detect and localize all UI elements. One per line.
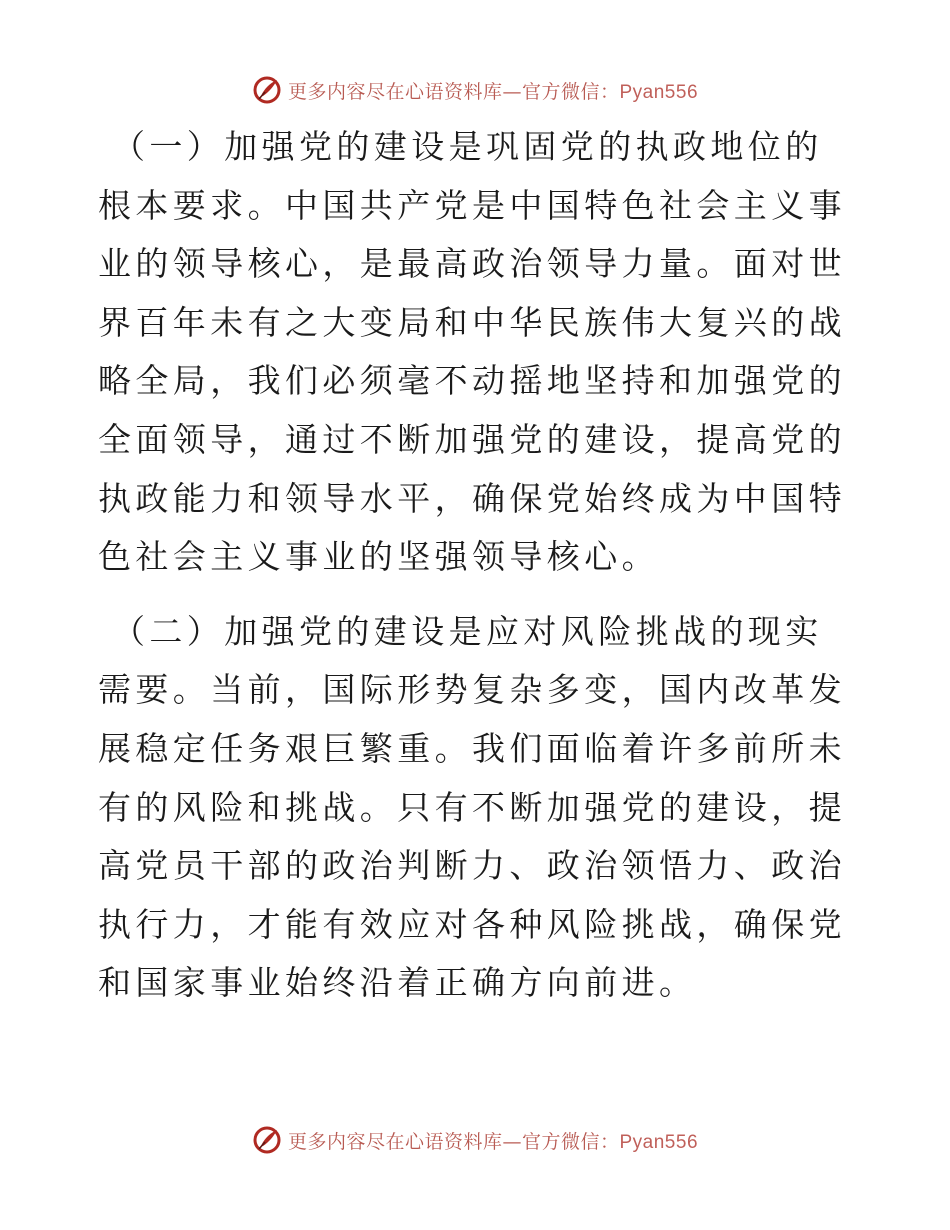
feather-pen-logo-icon <box>252 1125 282 1155</box>
header-wechat-label: 官方微信： <box>521 80 620 103</box>
footer-wechat-label: 官方微信： <box>521 1130 620 1153</box>
header-wechat-id: Pyan556 <box>619 81 699 103</box>
footer-wechat-id: Pyan556 <box>619 1131 699 1153</box>
feather-pen-logo-icon <box>252 75 282 105</box>
header-separator: — <box>502 80 522 103</box>
header-promo <box>288 77 698 104</box>
document-body <box>98 118 858 1013</box>
footer-banner <box>0 1120 950 1160</box>
header-banner <box>0 70 950 110</box>
footer-promo-text: 更多内容尽在心语资料库 <box>287 1130 503 1153</box>
footer-promo <box>288 1127 698 1154</box>
footer-separator: — <box>502 1130 522 1153</box>
paragraph-1: （一）加强党的建设是巩固党的执政地位的根本要求。中国共产党是中国特色社会主义事业的领导核心，是最高政治领导力量。面对世界百年未有之大变局和中华民族伟大复兴的战略全局，我们必须毫不动摇地坚持和加强党的全面领导，通过不断加强党的建设，提高党的执政能力和领导水平，确保党始终成为中国特色社会主义事业的坚强领导核心。 <box>98 127 846 577</box>
paragraph-2: （二）加强党的建设是应对风险挑战的现实需要。当前，国际形势复杂多变，国内改革发展稳定任务艰巨繁重。我们面临着许多前所未有的风险和挑战。只有不断加强党的建设，提高党员干部的政治判断力、政治领悟力、政治执行力，才能有效应对各种风险挑战，确保党和国家事业始终沿着正确方向前进。 <box>98 611 846 1003</box>
header-promo-text: 更多内容尽在心语资料库 <box>287 80 503 103</box>
